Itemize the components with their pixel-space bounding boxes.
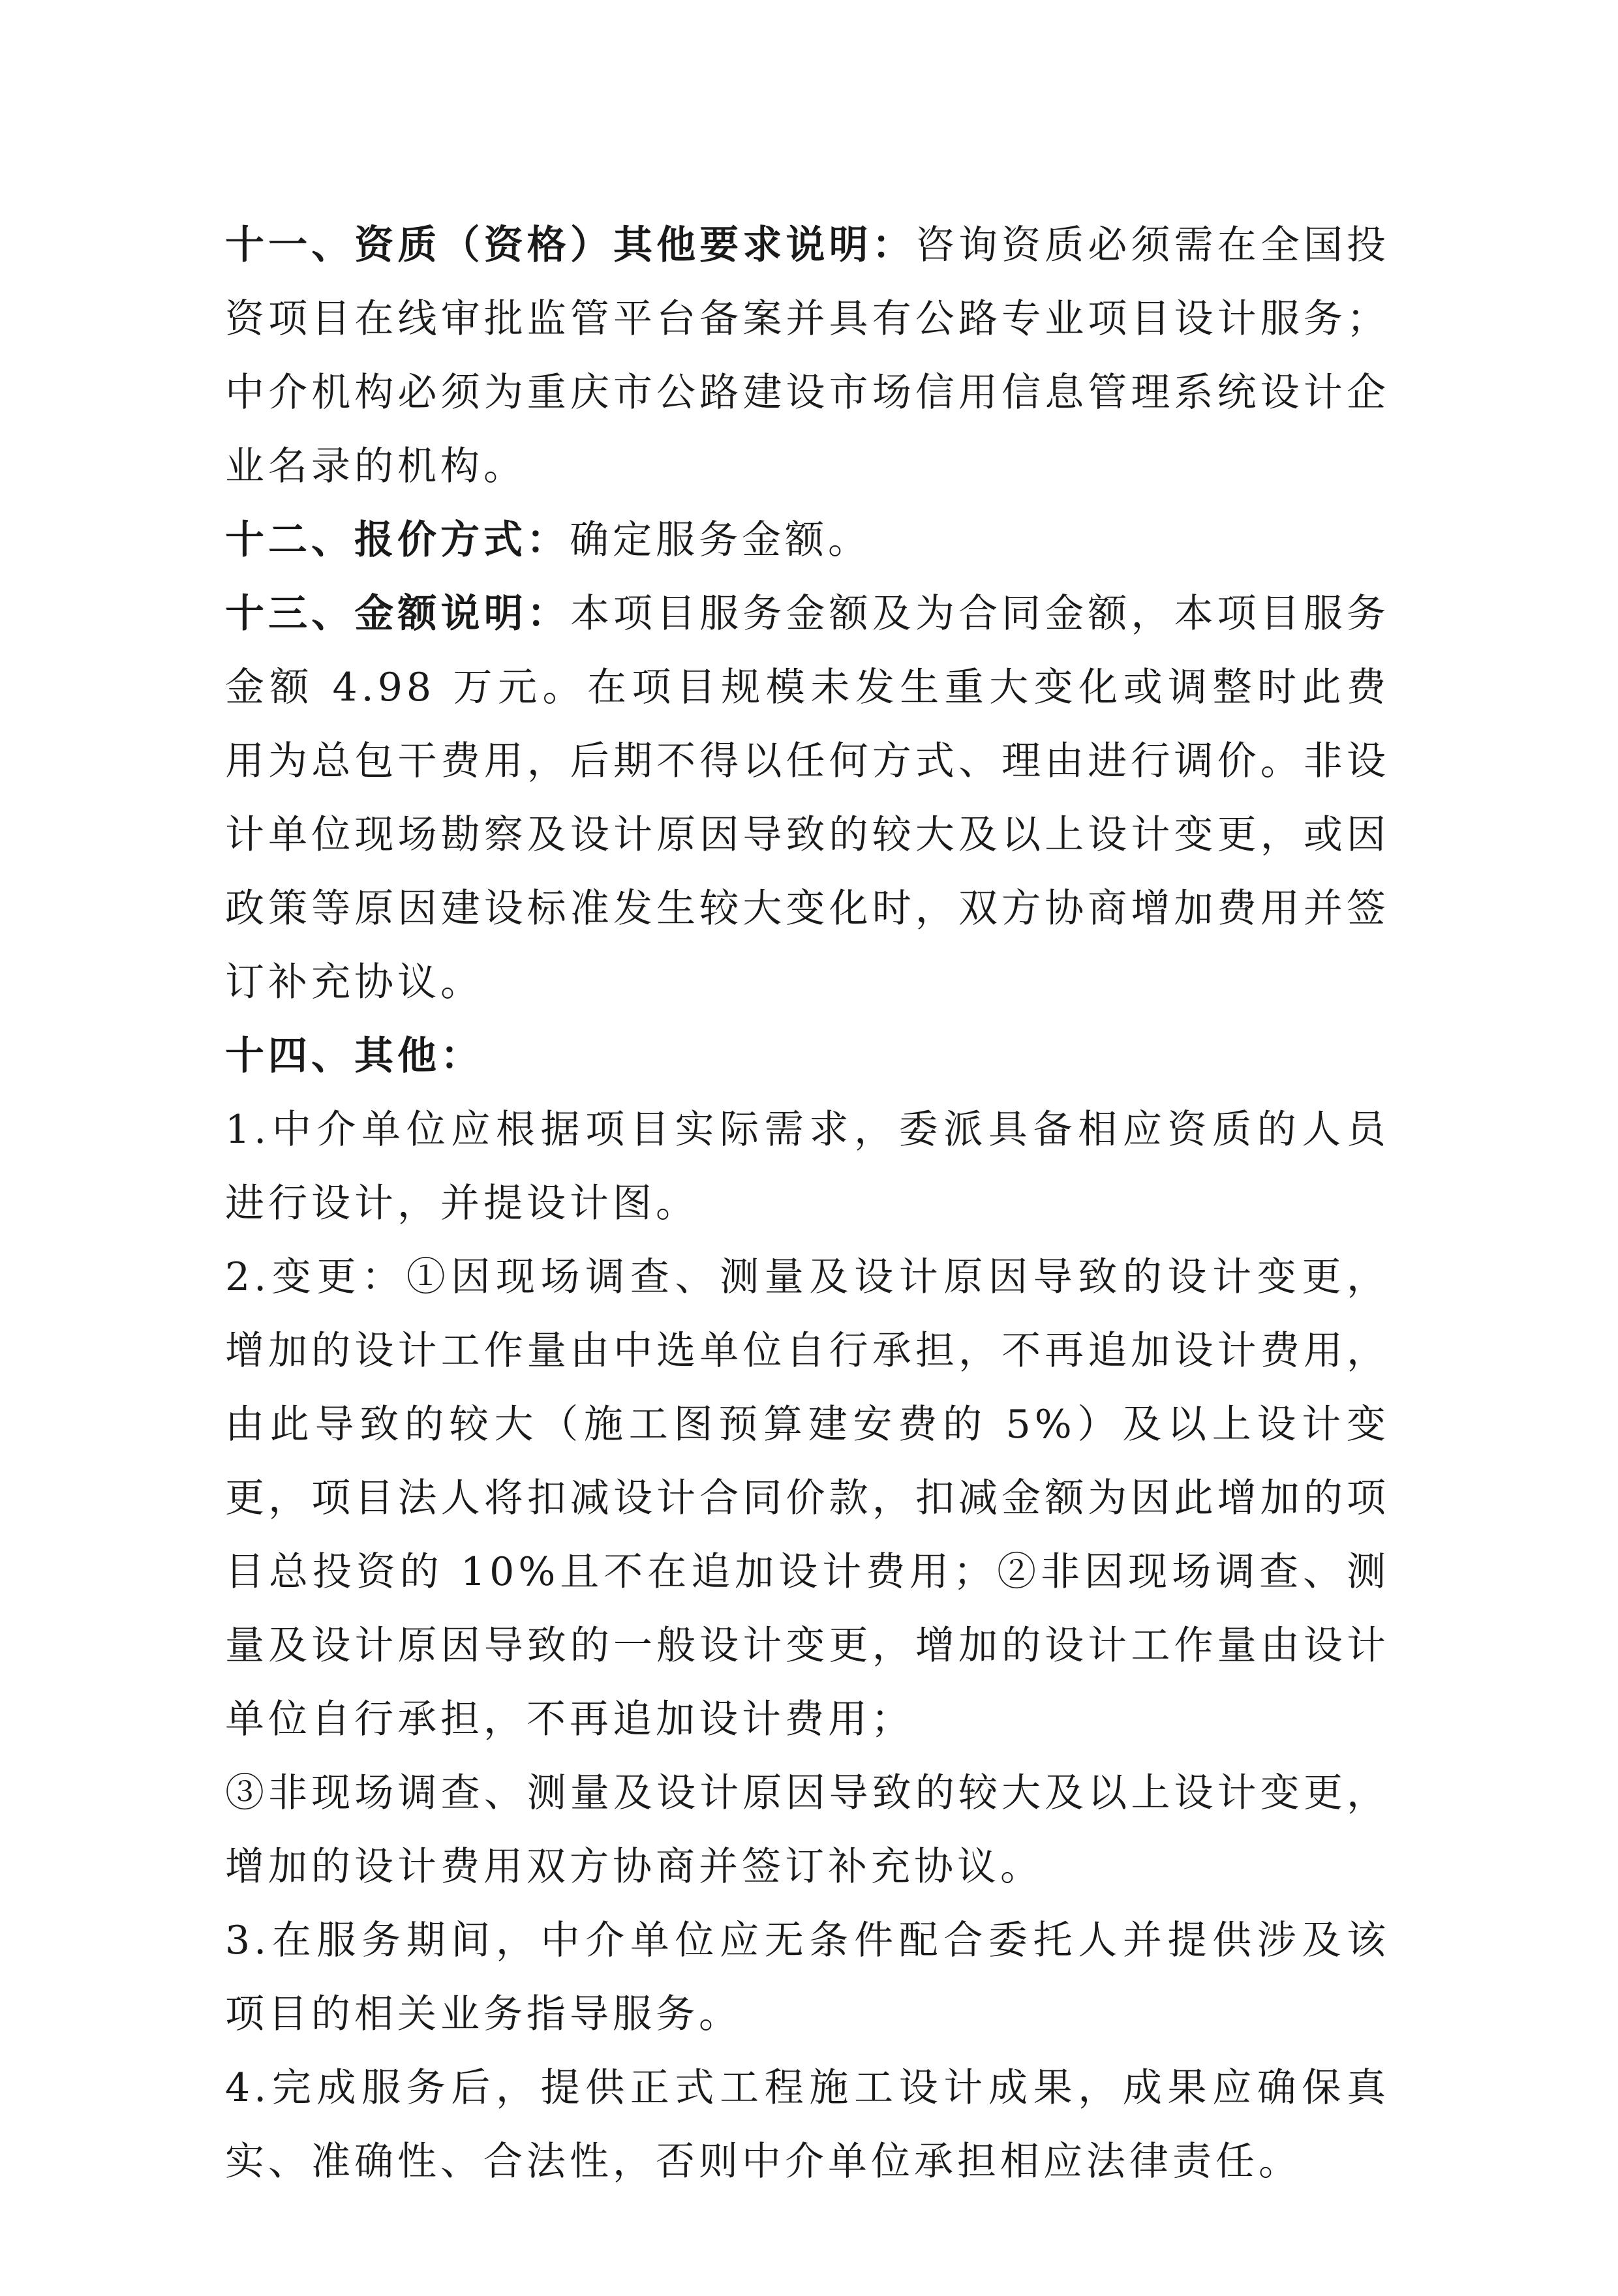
section-other [225, 1020, 1390, 1093]
section-text: 咨询资质必须需在全国投资项目在线审批监管平台备案并具有公路专业项目设计服务；中介机构必须为重庆市公路建设市场信用信息管理系统设计企业名录的机构。 [225, 222, 1390, 489]
section-title: 十三、金额说明： [225, 591, 570, 637]
section-text: 本项目服务金额及为合同金额，本项目服务金额 4.98 万元。在项目规模未发生重大变化或调整时此费用为总包干费用，后期不得以任何方式、理由进行调价。非设计单位现场勘察及设计原因导致的较大及以上设计变更，或因政策等原因建设标准发生较大变化时，双方协商增加费用并签订补充协议。 [225, 591, 1390, 1005]
section-title: 十一、资质（资格）其他要求说明： [225, 222, 915, 268]
list-item: 2.变更：①因现场调查、测量及设计原因导致的设计变更，增加的设计工作量由中选单位自行承担，不再追加设计费用，由此导致的较大（施工图预算建安费的 5%）及以上设计变更，项目法人将扣减设计合同价款，扣减金额为因此增加的项目总投资的 10%且不在追加设计费用；②非因现场调查、测量及设计原因导致的一般设计变更，增加的设计工作量由设计单位自行承担，不再追加设计费用； [225, 1254, 1390, 1742]
section-title: 十二、报价方式： [225, 517, 570, 563]
list-item: 4.完成服务后，提供正式工程施工设计成果，成果应确保真实、准确性、合法性，否则中介单位承担相应法律责任。 [225, 2065, 1390, 2184]
section-pricing-method [225, 504, 1390, 577]
list-item: ③非现场调查、测量及设计原因导致的较大及以上设计变更，增加的设计费用双方协商并签订补充协议。 [225, 1770, 1390, 1890]
document-body [225, 209, 1390, 2199]
section-text: 确定服务金额。 [570, 517, 871, 563]
section-title: 十四、其他： [225, 1033, 483, 1079]
list-item: 1.中介单位应根据项目实际需求，委派具备相应资质的人员进行设计，并提设计图。 [225, 1107, 1390, 1226]
list-item: 3.在服务期间，中介单位应无条件配合委托人并提供涉及该项目的相关业务指导服务。 [225, 1918, 1390, 2037]
section-amount [225, 577, 1390, 1020]
section-qualification [225, 209, 1390, 504]
